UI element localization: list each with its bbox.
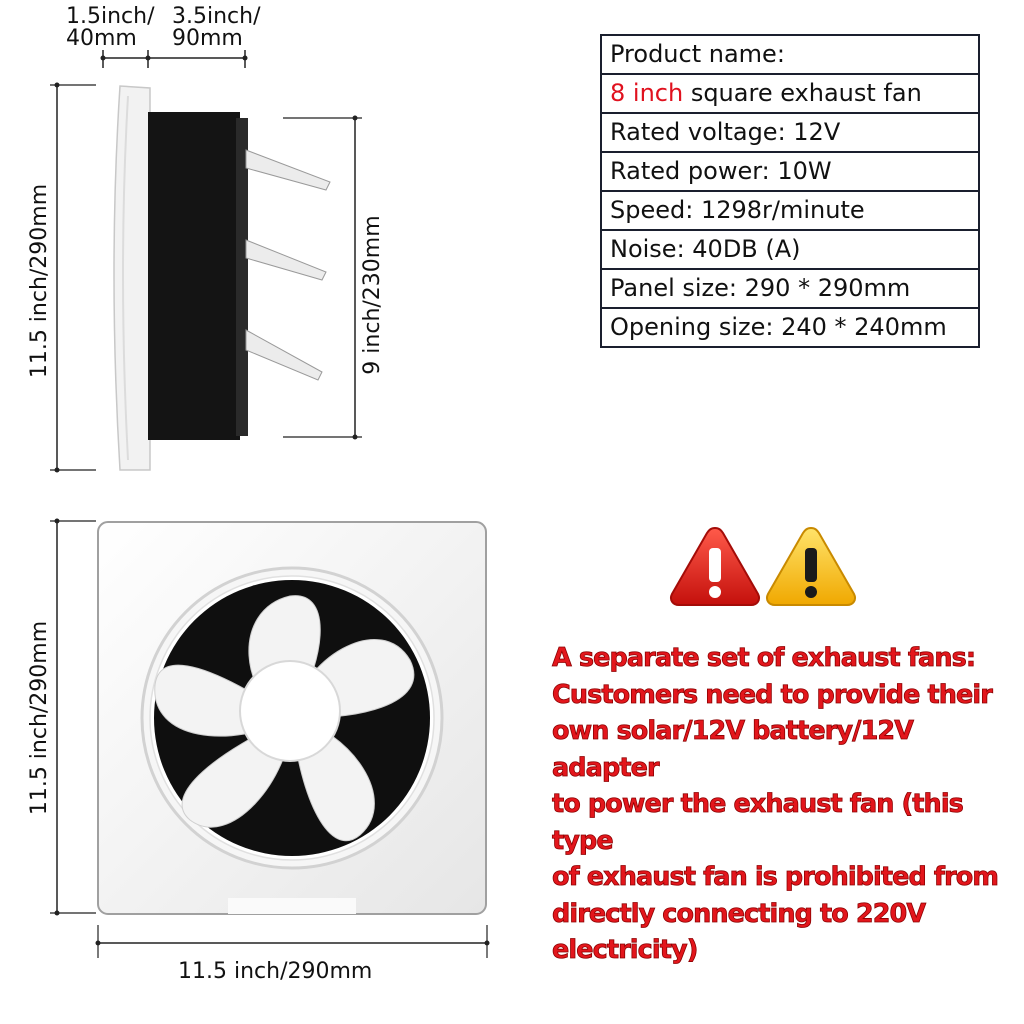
front-width-label: 11.5 inch/290mm (178, 959, 373, 984)
spec-row (601, 269, 979, 308)
spec-row (601, 74, 979, 113)
spec-row (601, 152, 979, 191)
size-highlight: 8 inch (610, 79, 684, 107)
panel-size: Panel size: 290 * 290mm (601, 269, 979, 308)
product-name-label: Product name: (601, 35, 979, 74)
warning-line: of exhaust fan is prohibited from (552, 862, 999, 892)
product-name-rest: square exhaust fan (683, 79, 922, 107)
warning-line: own solar/12V battery/12V adapter (552, 716, 914, 783)
warning-line: directly connecting to 220V (552, 898, 926, 929)
depth-label-back: 3.5inch/ 90mm (172, 4, 261, 51)
rated-power: Rated power: 10W (601, 152, 979, 191)
spec-row (601, 230, 979, 269)
spec-table (600, 34, 980, 348)
warning-text (552, 640, 1022, 969)
depth-label-front: 1.5inch/ 40mm (66, 4, 155, 51)
front-view-drawing (0, 500, 540, 1000)
warning-line: electricity) (552, 935, 698, 965)
rated-voltage: Rated voltage: 12V (601, 113, 979, 152)
warning-line: Customers need to provide their (552, 679, 992, 710)
side-height-label: 11.5 inch/290mm (27, 183, 52, 379)
warning-icons (668, 524, 858, 608)
product-name-value (601, 74, 979, 113)
opening-size: Opening size: 240 * 240mm (601, 308, 979, 347)
red-warning-icon (671, 528, 759, 605)
yellow-warning-icon (767, 528, 855, 605)
side-view-drawing (0, 0, 540, 500)
opening-height-label: 9 inch/230mm (360, 215, 385, 375)
spec-row (601, 308, 979, 347)
spec-row (601, 191, 979, 230)
speed: Speed: 1298r/minute (601, 191, 979, 230)
warning-line: A separate set of exhaust fans: (552, 643, 976, 673)
spec-row (601, 35, 979, 74)
noise: Noise: 40DB (A) (601, 230, 979, 269)
spec-row (601, 113, 979, 152)
warning-line: to power the exhaust fan (this type (552, 789, 963, 856)
front-height-label: 11.5 inch/290mm (27, 620, 52, 816)
